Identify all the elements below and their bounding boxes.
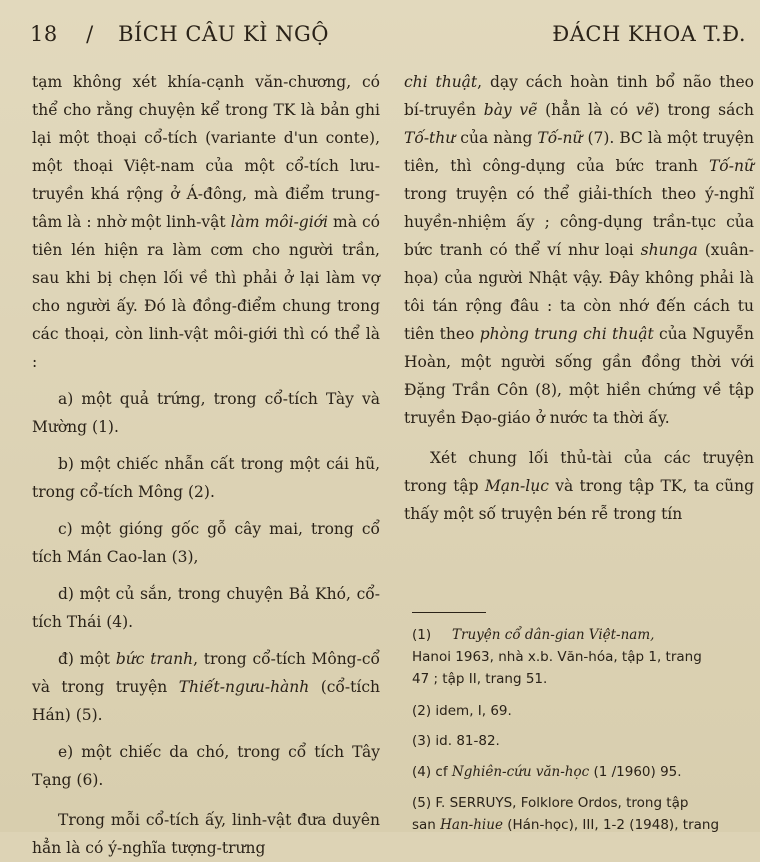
right-column: [404, 68, 754, 528]
footnote-divider: [412, 612, 486, 613]
footnote-1: [412, 624, 758, 690]
text: trong truyện có thể giải-thích theo ý-nghĩ huyền-nhiệm ấy ; công-dụng trần-tục của bức tranh có thể ví như loại: [404, 185, 754, 259]
paragraph: [32, 68, 380, 376]
italic-text: làm môi-giới: [230, 213, 328, 231]
italic-text: Truyện cổ dân-gian Việt-nam,: [452, 627, 655, 643]
list-item-dd: [32, 645, 380, 729]
footnote-line: (5) F. SERRUYS, Folklore Ordos, trong tập: [412, 795, 689, 811]
header-separator: /: [86, 22, 94, 46]
italic-text: Tố-thư: [404, 129, 456, 147]
italic-text: bày vẽ: [483, 101, 538, 119]
italic-text: Han-hiue: [440, 817, 503, 833]
italic-text: shunga: [640, 241, 698, 259]
text: , trong cổ-tích Mông-cổ và trong truyện: [32, 650, 381, 696]
text: mà có tiên lén hiện ra làm cơm cho người trần, sau khi bị chẹn lối về thì phải ở lại làm vợ cho người ấy. Đó là đồng-điểm chung trong các thoại, còn linh-vật môi-giới thì có thể là :: [32, 213, 380, 371]
text: san: [412, 817, 441, 833]
footnote-3: (3) id. 81-82.: [412, 733, 500, 749]
paragraph: [404, 444, 754, 528]
list-item-d: d) một củ sắn, trong chuyện Bả Khó, cổ-tích Thái (4).: [32, 585, 380, 631]
italic-text: Thiết-ngưu-hành: [178, 678, 310, 696]
italic-text: vẽ: [635, 101, 654, 119]
footnote-2: (2) idem, I, 69.: [412, 703, 512, 719]
paragraph: Trong mỗi cổ-tích ấy, linh-vật đưa duyên hẳn là có ý-nghĩa tượng-trưng: [32, 811, 380, 857]
text: (cổ-tích Hán) (5).: [32, 678, 380, 724]
list-item-c: c) một gióng gốc gỗ cây mai, trong cổ tích Mán Cao-lan (3),: [32, 520, 380, 566]
text: (7). BC là một truyện tiên, thì công-dụng của bức tranh: [404, 129, 754, 175]
italic-text: bức tranh: [115, 650, 194, 668]
footnote-number: (1): [412, 627, 432, 643]
text: Xét chung lối thủ-tài của các truyện trong tập: [404, 449, 754, 495]
footnote-line: 47 ; tập II, trang 51.: [412, 671, 548, 687]
running-header: [30, 22, 746, 54]
header-left: [30, 22, 329, 46]
list-item-a: a) một quả trứng, trong cổ-tích Tày và Mường (1).: [32, 390, 380, 436]
journal-name: ĐÁCH KHOA T.Đ.: [552, 22, 746, 46]
left-column: [32, 68, 380, 862]
text: (xuân-họa) của người Nhật vậy. Đây không phải là tôi tán rộng đâu : ta còn nhớ đến cách tu tiên theo: [404, 241, 754, 343]
footnote-5: [412, 792, 758, 836]
text: , dạy cách hoàn tinh bổ não theo bí-truyền: [404, 73, 754, 119]
text: (Hán-học), III, 1-2 (1948), trang: [502, 817, 720, 833]
footnote-line: Hanoi 1963, nhà x.b. Văn-hóa, tập 1, trang: [412, 649, 702, 665]
text: (4) cf: [412, 764, 452, 780]
running-title: BÍCH CÂU KÌ NGỘ: [118, 22, 329, 46]
text: của nàng: [455, 129, 538, 147]
text: đ) một: [58, 650, 116, 668]
text: (1 /1960) 95.: [589, 764, 682, 780]
text: (hẳn là có: [537, 101, 636, 119]
text: tạm không xét khía-cạnh văn-chương, có thể cho rằng chuyện kể trong TK là bản ghi lại một thoại cổ-tích (variante d'un conte), một thoại Việt-nam của một cổ-tích lưu-truyền khá rộng ở Á-đông, mà điểm trung-tâm là : nhờ một linh-vật: [32, 73, 380, 231]
italic-text: Mạn-lục: [484, 477, 549, 495]
text: ) trong sách: [653, 101, 754, 119]
italic-text: Nghiên-cứu văn-học: [451, 764, 590, 780]
list-item-e: e) một chiếc da chó, trong cổ tích Tây Tạng (6).: [32, 743, 380, 789]
text: và trong tập TK, ta cũng thấy một số truyện bén rễ trong tín: [404, 477, 754, 523]
page-number: 18: [30, 22, 58, 46]
text: của Nguyễn Hoàn, một người sống gần đồng thời với Đặng Trần Côn (8), một hiền chứng về tập truyền Đạo-giáo ở nước ta thời ấy.: [404, 325, 754, 427]
paragraph: [404, 68, 754, 432]
italic-text: phòng trung chi thuật: [479, 325, 654, 343]
footnote-4: [412, 761, 758, 783]
list-item-b: b) một chiếc nhẫn cất trong một cái hũ, trong cổ-tích Mông (2).: [32, 455, 380, 501]
italic-text: Tố-nữ: [537, 129, 583, 147]
italic-text: chi thuật: [404, 73, 478, 91]
italic-text: Tố-nữ: [708, 157, 754, 175]
